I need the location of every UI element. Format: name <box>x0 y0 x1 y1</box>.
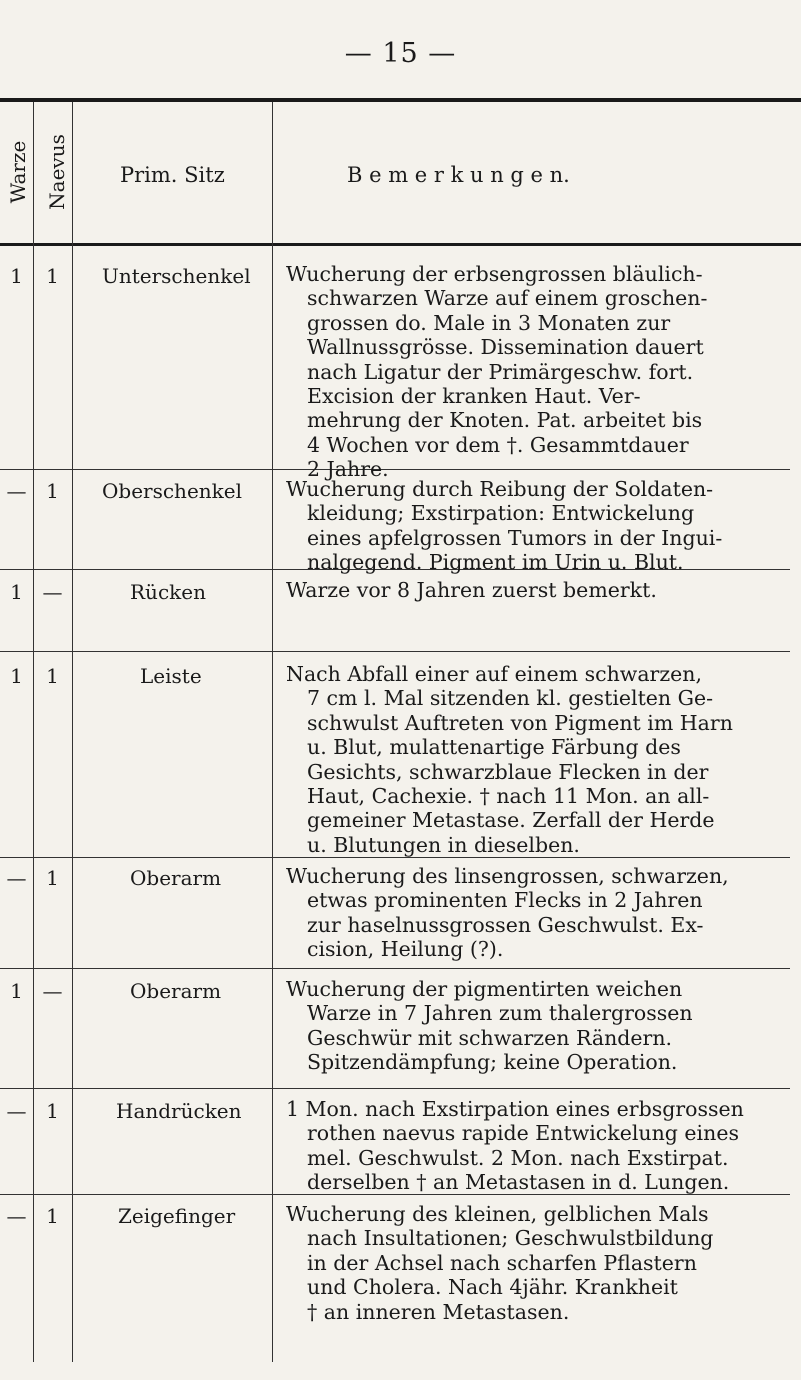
remark-line: rothen naevus rapide Entwickelung eines <box>307 1121 739 1146</box>
sitz-cell: Rücken <box>130 580 206 604</box>
warze-cell: 1 <box>10 979 23 1003</box>
naevus-cell: 1 <box>46 866 59 890</box>
remark-line: und Cholera. Nach 4jähr. Krankheit <box>307 1275 678 1300</box>
remark-line: nach Ligatur der Primärgeschw. fort. <box>307 359 694 384</box>
remark-line: u. Blutungen in dieselben. <box>307 832 580 857</box>
row-separator <box>0 1088 790 1089</box>
remark-line: Warze vor 8 Jahren zuerst bemerkt. <box>286 578 657 602</box>
sitz-cell: Oberarm <box>130 866 222 890</box>
remark-line: † an inneren Metastasen. <box>307 1299 570 1324</box>
sitz-cell: Oberarm <box>130 979 222 1003</box>
remark-line: Wucherung der erbsengrossen bläulich- <box>286 262 703 286</box>
remark-cell <box>286 1202 786 1324</box>
warze-cell: 1 <box>10 664 23 688</box>
warze-cell: — <box>6 479 27 503</box>
col-divider-3 <box>272 102 273 1362</box>
remark-line: mel. Geschwulst. 2 Mon. nach Exstirpat. <box>307 1145 729 1170</box>
remark-line: Wallnussgrösse. Dissemination dauert <box>307 335 704 360</box>
header-naevus: Naevus <box>45 134 69 210</box>
naevus-cell: 1 <box>46 1204 59 1228</box>
remark-line: 7 cm l. Mal sitzenden kl. gestielten Ge- <box>307 686 714 711</box>
header-prim-sitz: Prim. Sitz <box>120 163 225 187</box>
remark-line: schwarzen Warze auf einem groschen- <box>307 286 708 311</box>
remark-cell <box>286 977 786 1075</box>
remark-line: 2 Jahre. <box>307 457 389 482</box>
remark-line: Excision der kranken Haut. Ver- <box>307 384 641 409</box>
remark-cell <box>286 477 786 575</box>
remark-line: Wucherung des linsengrossen, schwarzen, <box>286 864 729 888</box>
remark-line: in der Achsel nach scharfen Pflastern <box>307 1250 697 1275</box>
row-separator <box>0 651 790 652</box>
remark-line: eines apfelgrossen Tumors in der Ingui- <box>307 525 723 550</box>
sitz-cell: Unterschenkel <box>102 264 251 288</box>
remark-line: Haut, Cachexie. † nach 11 Mon. an all- <box>307 784 710 809</box>
remark-cell <box>286 864 786 962</box>
sitz-cell: Handrücken <box>116 1099 242 1123</box>
remark-cell <box>286 662 786 857</box>
warze-cell: — <box>6 1204 27 1228</box>
remark-cell <box>286 262 786 482</box>
remark-line: Warze in 7 Jahren zum thalergrossen <box>307 1001 693 1026</box>
col-divider-1 <box>33 102 34 1362</box>
remark-line: Wucherung der pigmentirten weichen <box>286 977 683 1001</box>
remark-line: Geschwür mit schwarzen Rändern. <box>307 1025 673 1050</box>
remark-line: nalgegend. Pigment im Urin u. Blut. <box>307 550 684 575</box>
header-warze: Warze <box>6 140 30 204</box>
row-separator <box>0 968 790 969</box>
warze-cell: 1 <box>10 264 23 288</box>
remark-line: schwulst Auftreten von Pigment im Harn <box>307 710 733 735</box>
table-top-rule <box>0 98 801 102</box>
remark-line: Nach Abfall einer auf einem schwarzen, <box>286 662 702 686</box>
warze-cell: — <box>6 1099 27 1123</box>
remark-line: u. Blut, mulattenartige Färbung des <box>307 735 681 760</box>
remark-line: 4 Wochen vor dem †. Gesammtdauer <box>307 432 689 457</box>
naevus-cell: — <box>42 979 63 1003</box>
remark-line: Wucherung durch Reibung der Soldaten- <box>286 477 714 501</box>
remark-line: zur haselnussgrossen Geschwulst. Ex- <box>307 912 704 937</box>
naevus-cell: 1 <box>46 479 59 503</box>
remark-cell <box>286 578 786 602</box>
remark-line: 1 Mon. nach Exstirpation eines erbsgrossen <box>286 1097 744 1121</box>
remark-line: Spitzendämpfung; keine Operation. <box>307 1050 678 1075</box>
naevus-cell: 1 <box>46 1099 59 1123</box>
remark-line: nach Insultationen; Geschwulstbildung <box>307 1226 714 1251</box>
remark-line: Wucherung des kleinen, gelblichen Mals <box>286 1202 709 1226</box>
naevus-cell: 1 <box>46 664 59 688</box>
naevus-cell: 1 <box>46 264 59 288</box>
page-number: — 15 — <box>344 38 457 69</box>
remark-line: etwas prominenten Flecks in 2 Jahren <box>307 888 703 913</box>
remark-line: Gesichts, schwarzblaue Flecken in der <box>307 759 709 784</box>
remark-line: grossen do. Male in 3 Monaten zur <box>307 310 671 335</box>
remark-line: mehrung der Knoten. Pat. arbeitet bis <box>307 408 703 433</box>
sitz-cell: Leiste <box>140 664 202 688</box>
warze-cell: — <box>6 866 27 890</box>
remark-line: gemeiner Metastase. Zerfall der Herde <box>307 808 715 833</box>
naevus-cell: — <box>42 580 63 604</box>
header-bottom-rule <box>0 243 801 246</box>
remark-cell <box>286 1097 786 1195</box>
remark-line: cision, Heilung (?). <box>307 937 504 962</box>
remark-line: derselben † an Metastasen in d. Lungen. <box>307 1170 730 1195</box>
sitz-cell: Oberschenkel <box>102 479 243 503</box>
remark-line: kleidung; Exstirpation: Entwickelung <box>307 501 695 526</box>
warze-cell: 1 <box>10 580 23 604</box>
col-divider-2 <box>72 102 73 1362</box>
header-bemerkungen: B e m e r k u n g e n. <box>347 163 570 187</box>
sitz-cell: Zeigefinger <box>118 1204 236 1228</box>
